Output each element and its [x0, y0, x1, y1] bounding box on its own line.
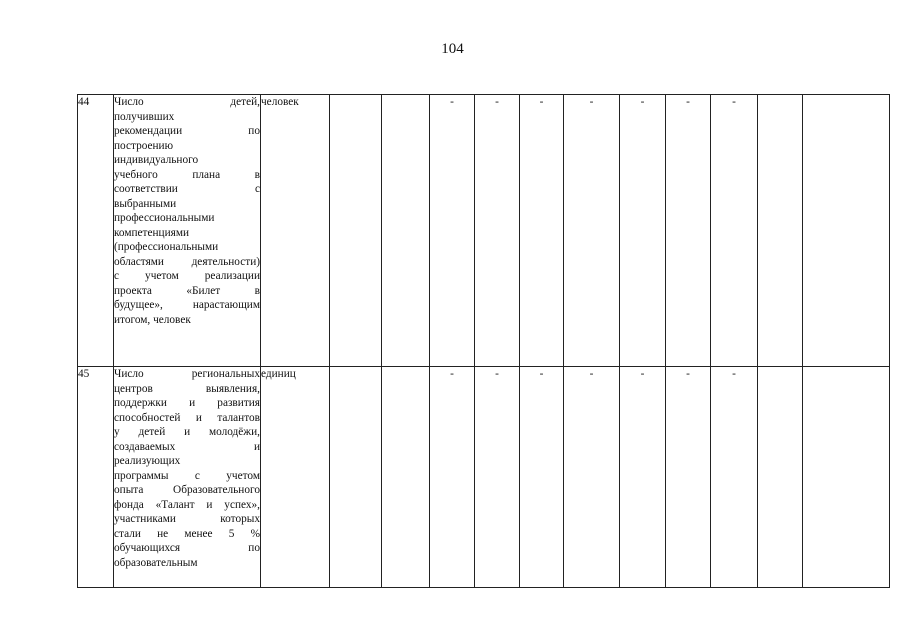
- unit-cell: человек: [261, 95, 330, 367]
- indicator-line: построению: [114, 139, 174, 152]
- indicator-line: обучающихся по: [114, 542, 260, 554]
- table-row: [78, 95, 890, 367]
- value-cell: [758, 95, 803, 367]
- indicator-line: индивидуального: [114, 154, 199, 166]
- indicator-line: участниками которых: [114, 513, 260, 525]
- value-cell: -: [666, 367, 711, 588]
- value-cell: -: [564, 95, 620, 367]
- indicator-line: соответствии с: [114, 183, 260, 195]
- indicator-line: профессиональными: [114, 212, 215, 224]
- indicator-line: выбранными: [114, 197, 177, 210]
- indicator-line: стали не менее 5 %: [114, 527, 260, 540]
- value-cell: [803, 367, 890, 588]
- indicator-line: итогом, человек: [114, 313, 191, 326]
- indicator-name: [114, 95, 261, 367]
- value-cell: -: [711, 95, 758, 367]
- value-cell: [382, 367, 430, 588]
- value-cell: -: [620, 95, 666, 367]
- indicator-line: способностей и талантов: [114, 411, 260, 424]
- value-cell: -: [520, 95, 564, 367]
- indicator-line: с учетом реализации: [114, 270, 260, 282]
- indicator-line: фонда «Талант и успех»,: [114, 498, 260, 511]
- value-cell: -: [475, 95, 520, 367]
- indicator-line: будущее», нарастающим: [114, 299, 260, 311]
- value-cell: [803, 95, 890, 367]
- value-cell: [758, 367, 803, 588]
- value-cell: -: [711, 367, 758, 588]
- indicator-line: рекомендации по: [114, 125, 260, 137]
- indicator-line: образовательным: [114, 556, 198, 569]
- indicator-line: у детей и молодёжи,: [114, 426, 260, 438]
- indicator-name: [114, 367, 261, 588]
- indicator-line: компетенциями: [114, 226, 190, 239]
- indicator-line: центров выявления,: [114, 382, 260, 395]
- indicator-line: учебного плана в: [114, 168, 260, 181]
- indicator-line: проекта «Билет в: [114, 284, 260, 297]
- indicator-line: опыта Образовательного: [114, 484, 260, 496]
- indicator-line: (профессиональными: [114, 241, 219, 253]
- value-cell: [382, 95, 430, 367]
- indicator-line: программы с учетом: [114, 469, 260, 482]
- value-cell: -: [475, 367, 520, 588]
- indicator-line: поддержки и развития: [114, 397, 260, 409]
- indicator-line: создаваемых и: [114, 440, 260, 453]
- row-number: 45: [78, 367, 114, 588]
- indicator-line: получивших: [114, 110, 175, 123]
- row-number: 44: [78, 95, 114, 367]
- value-cell: -: [520, 367, 564, 588]
- indicator-table: [77, 94, 890, 588]
- table-row: [78, 367, 890, 588]
- indicator-line: областями деятельности): [114, 255, 260, 268]
- value-cell: [330, 367, 382, 588]
- value-cell: [330, 95, 382, 367]
- value-cell: -: [564, 367, 620, 588]
- value-cell: -: [430, 367, 475, 588]
- value-cell: -: [666, 95, 711, 367]
- value-cell: -: [430, 95, 475, 367]
- unit-cell: единиц: [261, 367, 330, 588]
- indicator-line: реализующих: [114, 455, 181, 467]
- indicator-line: Число региональных: [114, 368, 260, 380]
- indicator-line: Число детей,: [114, 96, 260, 108]
- page-number: 104: [441, 41, 464, 57]
- value-cell: -: [620, 367, 666, 588]
